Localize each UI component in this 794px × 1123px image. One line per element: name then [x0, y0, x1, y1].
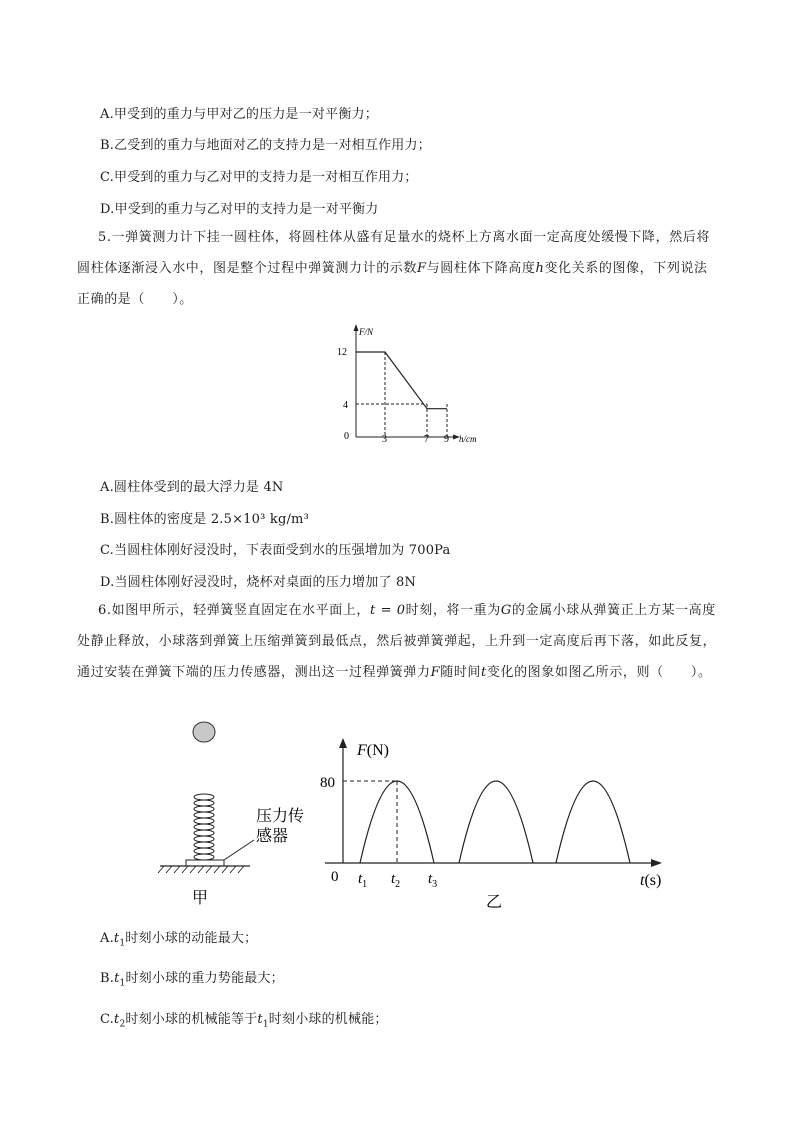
q6-option-c-sub2: 1 [262, 1019, 269, 1030]
q6-symbol-F: F [430, 665, 441, 680]
pressure-sensor [186, 860, 224, 866]
q6-option-c-t: t [114, 1012, 120, 1027]
q5-y-axis-arrow [354, 324, 359, 331]
q5-y-tick-12: 12 [337, 347, 347, 358]
q5-stem-part-b: 与圆柱体下降高度 [426, 261, 536, 276]
q4-option-c: C.甲受到的重力与乙对甲的支持力是一对相互作用力； [100, 170, 418, 185]
q6-x-tick-t3: $t_3$ [428, 871, 438, 890]
q6-y-axis-arrow [339, 738, 347, 748]
q6-y-label: F(N) [357, 742, 389, 759]
q6-option-a [100, 927, 257, 949]
q5-x-tick-9: 9 [444, 434, 449, 445]
spring-coil [194, 794, 214, 860]
q5-symbol-h: h [535, 261, 545, 276]
q6-option-b-t: t [114, 971, 120, 986]
q4-option-d: D.甲受到的重力与乙对甲的支持力是一对平衡力 [100, 202, 379, 217]
q5-option-d: D.当圆柱体刚好浸没时，烧杯对桌面的压力增加了 8N [100, 575, 417, 590]
q6-option-a-text: 时刻小球的动能最大； [125, 931, 258, 946]
q6-stem-part-c: 的金属小球从弹簧正上方某一高度处静止释放，小球落到弹簧上压缩弹簧到最低点，然后被弹簧弹起，上升到一定高度后再下落，如此反复，通过安装在弹簧下端的压力传感器，测出这一过程弹簧弹力 [77, 603, 717, 680]
q5-stem-part-c: 变化关系的图像，下列说法正确的是（ ）。 [77, 261, 708, 307]
q5-symbol-F: F [417, 261, 427, 276]
q5-y-label: F/N [359, 327, 374, 337]
q5-x-tick-0: 0 [344, 431, 349, 442]
q5-series-line [356, 352, 447, 409]
figure-yi-caption: 乙 [486, 892, 503, 911]
q6-pulse-1 [360, 781, 434, 863]
q6-option-a-sub: 1 [119, 938, 126, 949]
q5-force-height-chart [335, 322, 485, 447]
q6-symbol-G: G [500, 603, 512, 618]
q5-stem-part-a: 5.一弹簧测力计下挂一圆柱体，将圆柱体从盛有足量水的烧杯上方离水面一定高度处缓慢下降，然后将圆柱体逐渐浸入水中，图是整个过程中弹簧测力计的示数 [77, 230, 711, 276]
figure-jia-caption: 甲 [192, 888, 209, 907]
q6-x-label: t(s) [640, 872, 662, 889]
q5-option-c: C.当圆柱体刚好浸没时，下表面受到水的压强增加为 700Pa [100, 543, 451, 558]
q6-t-zero: t = 0 [370, 603, 406, 618]
q6-pulse-2 [459, 781, 533, 863]
q6-x-tick-t2: $t_2$ [391, 871, 401, 890]
q6-symbol-t: t [481, 665, 487, 680]
q6-option-c [100, 1008, 388, 1030]
ground-hatch [158, 866, 244, 873]
sensor-leader-line [224, 840, 254, 860]
q6-pulse-3 [556, 781, 630, 863]
sensor-label-line1: 压力传 [256, 806, 305, 825]
metal-ball [193, 722, 215, 742]
q6-option-c-sub: 2 [119, 1019, 126, 1030]
q6-force-time-chart [320, 735, 680, 915]
q6-option-b-prefix: B. [100, 971, 115, 986]
q6-option-b-text: 时刻小球的重力势能最大； [125, 971, 284, 986]
q5-y-tick-4: 4 [343, 400, 348, 411]
q6-stem-part-e: 变化的图象如图乙所示，则（ ）。 [486, 665, 712, 680]
q5-option-a: A.圆柱体受到的最大浮力是 4N [100, 480, 284, 495]
q6-stem-part-b: 时刻，将一重为 [405, 603, 501, 618]
q6-x-tick-0: 0 [331, 869, 339, 885]
q4-option-a: A.甲受到的重力与甲对乙的压力是一对平衡力； [100, 107, 378, 122]
q5-x-label: h/cm [459, 434, 477, 444]
q6-option-c-t2: t [257, 1012, 263, 1027]
q5-x-tick-3: 3 [382, 434, 387, 445]
q5-x-tick-7: 7 [424, 434, 429, 445]
q4-option-b: B.乙受到的重力与地面对乙的支持力是一对相互作用力； [100, 138, 431, 153]
q6-stem-part-d: 随时间 [440, 665, 482, 680]
q6-option-c-prefix: C. [100, 1012, 115, 1027]
q6-option-c-text: 时刻小球的机械能等于 [125, 1012, 258, 1027]
q6-stem [77, 595, 717, 688]
q6-stem-part-a: 6.如图甲所示，轻弹簧竖直固定在水平面上， [98, 603, 371, 618]
q5-option-b: B.圆柱体的密度是 2.5×10³ kg/m³ [100, 512, 309, 527]
q6-option-b [100, 967, 284, 989]
q6-option-a-t: t [113, 931, 120, 946]
q6-figure-jia [150, 715, 320, 915]
q6-option-a-prefix: A. [100, 931, 114, 946]
sensor-label-line2: 感器 [256, 826, 289, 845]
q6-y-tick-80: 80 [320, 775, 335, 791]
q5-stem [77, 222, 717, 315]
q6-option-b-sub: 1 [119, 978, 126, 989]
q6-option-c-text2: 时刻小球的机械能； [268, 1012, 388, 1027]
q6-x-axis-arrow [651, 859, 662, 867]
q6-x-tick-t1: $t_1$ [358, 871, 368, 890]
